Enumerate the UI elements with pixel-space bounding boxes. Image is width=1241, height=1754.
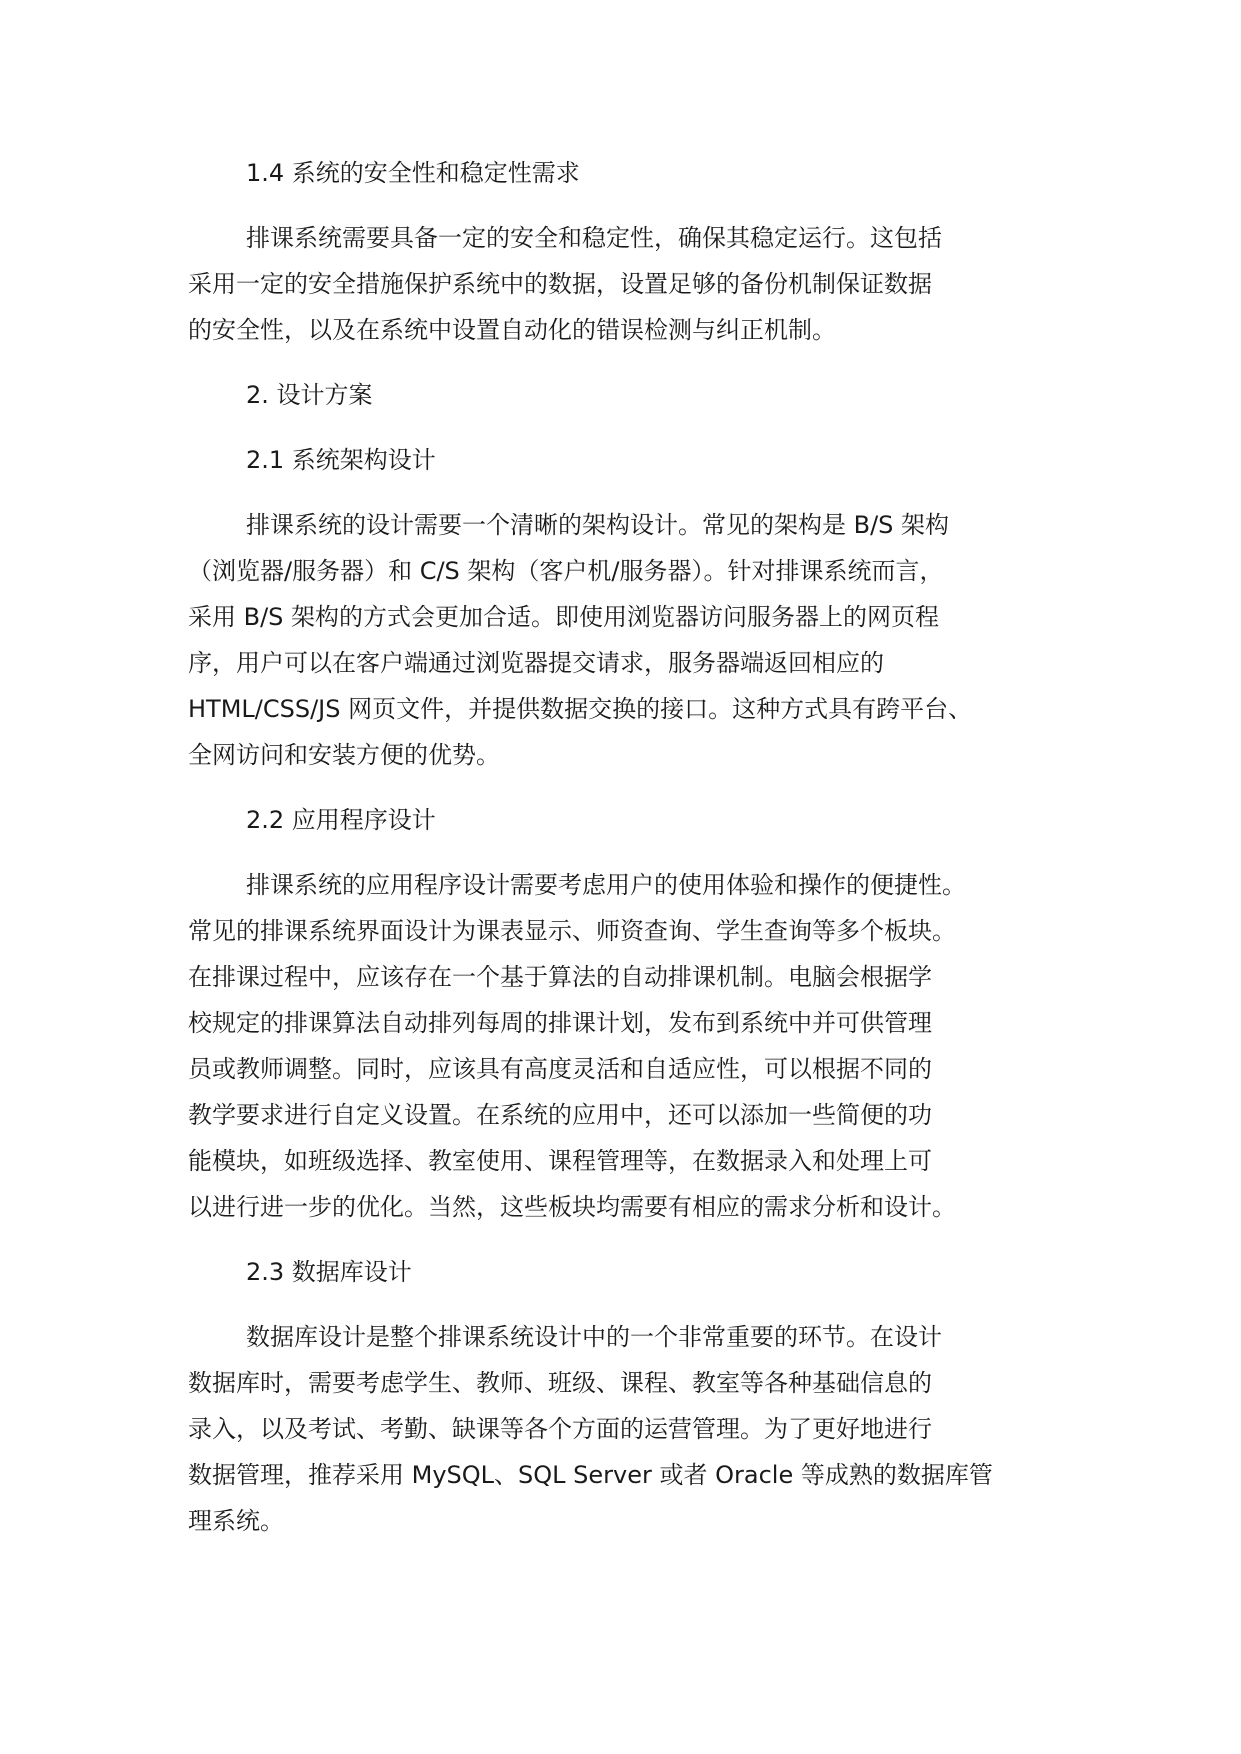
paragraph-line: HTML/CSS/JS 网页文件，并提供数据交换的接口。这种方式具有跨平台、: [188, 695, 973, 723]
paragraph-security: [188, 215, 1078, 353]
paragraph-line: 常见的排课系统界面设计为课表显示、师资查询、学生查询等多个板块。: [188, 917, 956, 945]
section-2-1: [188, 437, 1078, 483]
paragraph-line: 数据库时，需要考虑学生、教师、班级、课程、教室等各种基础信息的: [188, 1369, 932, 1397]
section-1-4: [188, 150, 1078, 196]
document-page: [188, 150, 1078, 1563]
paragraph-line: 在排课过程中，应该存在一个基于算法的自动排课机制。电脑会根据学: [188, 963, 932, 991]
section-heading: 2.1 系统架构设计: [246, 446, 436, 474]
paragraph-line: 以进行进一步的优化。当然，这些板块均需要有相应的需求分析和设计。: [188, 1193, 956, 1221]
paragraph-line: 员或教师调整。同时，应该具有高度灵活和自适应性，可以根据不同的: [188, 1055, 932, 1083]
paragraph-line: 排课系统需要具备一定的安全和稳定性，确保其稳定运行。这包括: [246, 224, 942, 252]
paragraph-architecture: [188, 502, 1078, 778]
section-heading: 2. 设计方案: [246, 381, 373, 409]
paragraph-database: [188, 1314, 1078, 1544]
paragraph-application: [188, 862, 1078, 1230]
section-heading: 2.3 数据库设计: [246, 1258, 412, 1286]
section-heading: 2.2 应用程序设计: [246, 806, 436, 834]
paragraph-line: 数据库设计是整个排课系统设计中的一个非常重要的环节。在设计: [246, 1323, 942, 1351]
paragraph-line: （浏览器/服务器）和 C/S 架构（客户机/服务器）。针对排课系统而言，: [188, 557, 944, 585]
paragraph-line: 排课系统的应用程序设计需要考虑用户的使用体验和操作的便捷性。: [246, 871, 966, 899]
paragraph-line: 采用一定的安全措施保护系统中的数据，设置足够的备份机制保证数据: [188, 270, 932, 298]
paragraph-line: 数据管理，推荐采用 MySQL、SQL Server 或者 Oracle 等成熟的数据库管: [188, 1461, 993, 1489]
paragraph-line: 序，用户可以在客户端通过浏览器提交请求，服务器端返回相应的: [188, 649, 884, 677]
paragraph-line: 全网访问和安装方便的优势。: [188, 741, 500, 769]
paragraph-line: 能模块，如班级选择、教室使用、课程管理等，在数据录入和处理上可: [188, 1147, 932, 1175]
section-2: [188, 372, 1078, 418]
paragraph-line: 排课系统的设计需要一个清晰的架构设计。常见的架构是 B/S 架构: [246, 511, 950, 539]
paragraph-line: 校规定的排课算法自动排列每周的排课计划，发布到系统中并可供管理: [188, 1009, 932, 1037]
section-2-2: [188, 797, 1078, 843]
paragraph-line: 理系统。: [188, 1507, 284, 1535]
paragraph-line: 录入，以及考试、考勤、缺课等各个方面的运营管理。为了更好地进行: [188, 1415, 932, 1443]
section-heading: 1.4 系统的安全性和稳定性需求: [246, 159, 580, 187]
paragraph-line: 采用 B/S 架构的方式会更加合适。即使用浏览器访问服务器上的网页程: [188, 603, 940, 631]
section-2-3: [188, 1249, 1078, 1295]
paragraph-line: 教学要求进行自定义设置。在系统的应用中，还可以添加一些简便的功: [188, 1101, 932, 1129]
paragraph-line: 的安全性，以及在系统中设置自动化的错误检测与纠正机制。: [188, 316, 836, 344]
